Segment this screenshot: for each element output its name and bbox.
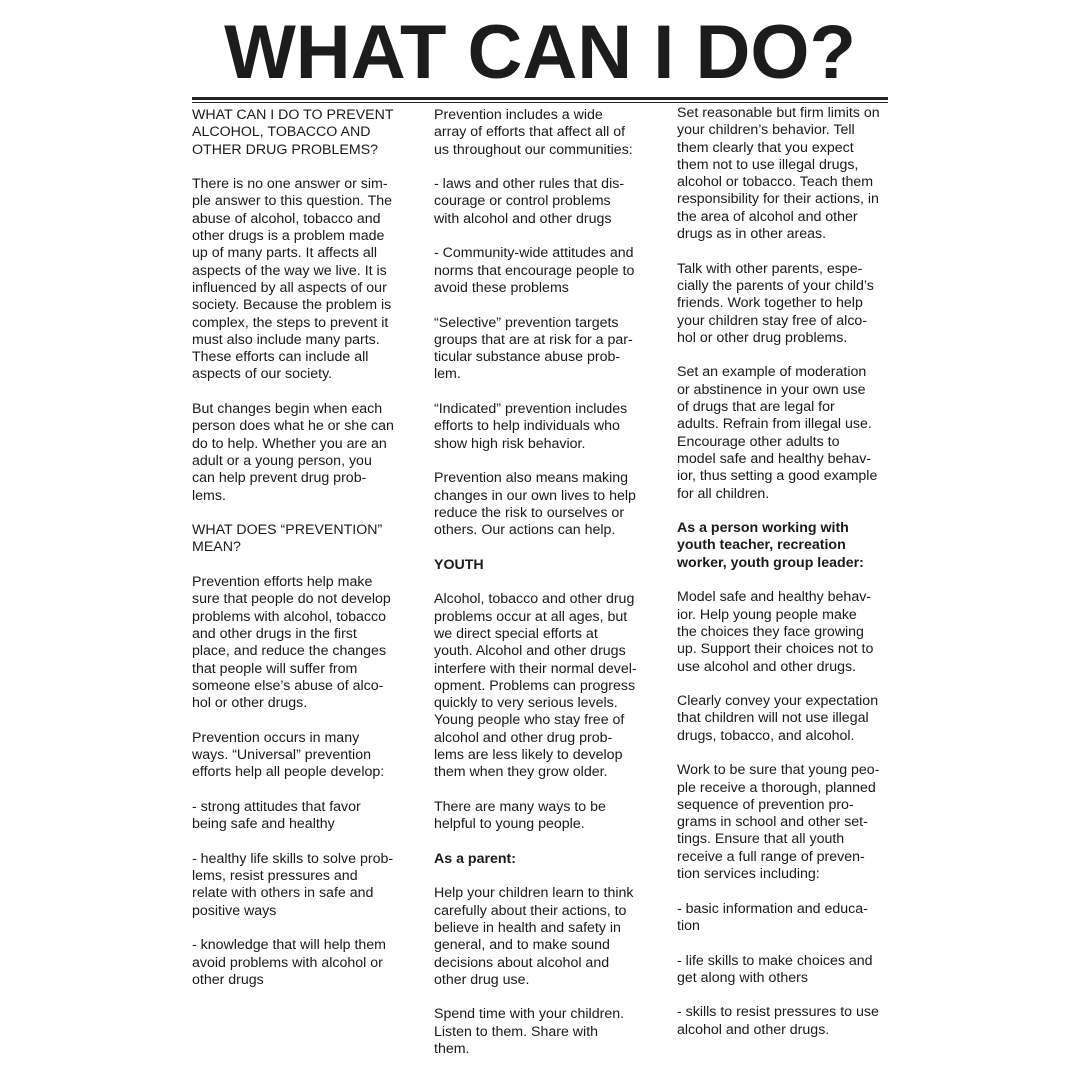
paragraph: - healthy life skills to solve prob- lems, resist pressures and relate with others in safe and positive ways [192, 850, 394, 919]
paragraph: Prevention also means making changes in our own lives to help reduce the risk to ourselves or others. Our actions can help. [434, 470, 636, 539]
paragraph: Alcohol, tobacco and other drug problems occur at all ages, but we direct special efforts at youth. Alcohol and other drugs interfere with their normal devel- opment. Problems can progress quickly to very serious levels. Young people who stay free of alcohol and other drug prob- lems are less likely to develop them when they grow older. [434, 591, 637, 781]
paragraph: Help your children learn to think carefully about their actions, to believe in health and safety in general, and to make sound decisions about alcohol and other drug use. [434, 885, 634, 988]
paragraph: WHAT DOES “PREVENTION” MEAN? [192, 522, 383, 556]
page-title: WHAT CAN I DO? [224, 10, 856, 95]
title-divider-thin [192, 102, 888, 103]
paragraph: - strong attitudes that favor being safe and healthy [192, 798, 361, 833]
paragraph: There are many ways to be helpful to young people. [434, 798, 606, 833]
paragraph: Spend time with your children. Listen to them. Share with them. [434, 1006, 625, 1058]
paragraph: - knowledge that will help them avoid problems with alcohol or other drugs [192, 937, 386, 988]
paragraph: Prevention includes a wide array of efforts that affect all of us throughout our communities: [434, 107, 633, 158]
paragraph: But changes begin when each person does what he or she can do to help. Whether you are an adult or a young person, you can help prevent drug prob- lems. [192, 401, 394, 504]
paragraph: Set reasonable but firm limits on your children’s behavior. Tell them clearly that you expect them not to use illegal drugs, alcohol or tobacco. Teach them responsibility for their actions, in the area of alcohol and other drugs as in other areas. [677, 105, 880, 243]
section-heading: As a parent: [434, 850, 516, 867]
paragraph: - skills to resist pressures to use alcohol and other drugs. [677, 1004, 879, 1038]
paragraph: - basic information and educa- tion [677, 900, 868, 934]
paragraph: Prevention efforts help make sure that people do not develop problems with alcohol, tobacco and other drugs in the first place, and reduce the changes that people will suffer from someone else’s abuse of alco- hol or other drugs. [192, 574, 391, 712]
paragraph: “Selective” prevention targets groups that are at risk for a par- ticular substance abuse prob- lem. [434, 314, 633, 383]
paragraph: There is no one answer or sim- ple answer to this question. The abuse of alcohol, tobacco and other drugs is a problem made up of many parts. It affects all aspects of the way we live. It is influenced by all aspects of our society. Because the problem is complex, the steps to prevent it must also include many parts. These efforts can include all aspects of our society. [192, 176, 393, 383]
section-heading: As a person working with youth teacher, recreation worker, youth group leader: [677, 520, 864, 571]
paragraph: “Indicated” prevention includes efforts to help individuals who show high risk behavior. [434, 401, 628, 452]
text-column-2 [434, 107, 649, 1076]
paragraph: Prevention occurs in many ways. “Universal” prevention efforts help all people develop: [192, 729, 385, 781]
paragraph: - laws and other rules that dis- courage or control problems with alcohol and other drugs [434, 176, 625, 227]
paragraph: Set an example of moderation or abstinence in your own use of drugs that are legal for adults. Refrain from illegal use. Encourage other adults to model safe and healthy behav- ior, thus setting a good example for all children. [677, 364, 878, 502]
paragraph: Clearly convey your expectation that children will not use illegal drugs, tobacco, and alcohol. [677, 693, 879, 744]
paragraph: Work to be sure that young peo- ple receive a thorough, planned sequence of prevention pro- grams in school and other set- tings. Ensure that all youth receive a full range of preven- tion services including: [677, 762, 880, 883]
paragraph: WHAT CAN I DO TO PREVENT ALCOHOL, TOBACCO AND OTHER DRUG PROBLEMS? [192, 107, 394, 158]
section-heading: YOUTH [434, 556, 484, 573]
paragraph: Model safe and healthy behav- ior. Help young people make the choices they face growing up. Support their choices not to use alcohol and other drugs. [677, 589, 874, 675]
text-column-1 [192, 107, 407, 1006]
text-column-3 [677, 105, 892, 1056]
paragraph: - life skills to make choices and get along with others [677, 952, 873, 986]
title-divider-thick [192, 97, 888, 100]
paragraph: - Community-wide attitudes and norms that encourage people to avoid these problems [434, 245, 635, 296]
paragraph: Talk with other parents, espe- cially the parents of your child’s friends. Work together to help your children stay free of alco- hol or other drug problems. [677, 260, 874, 346]
